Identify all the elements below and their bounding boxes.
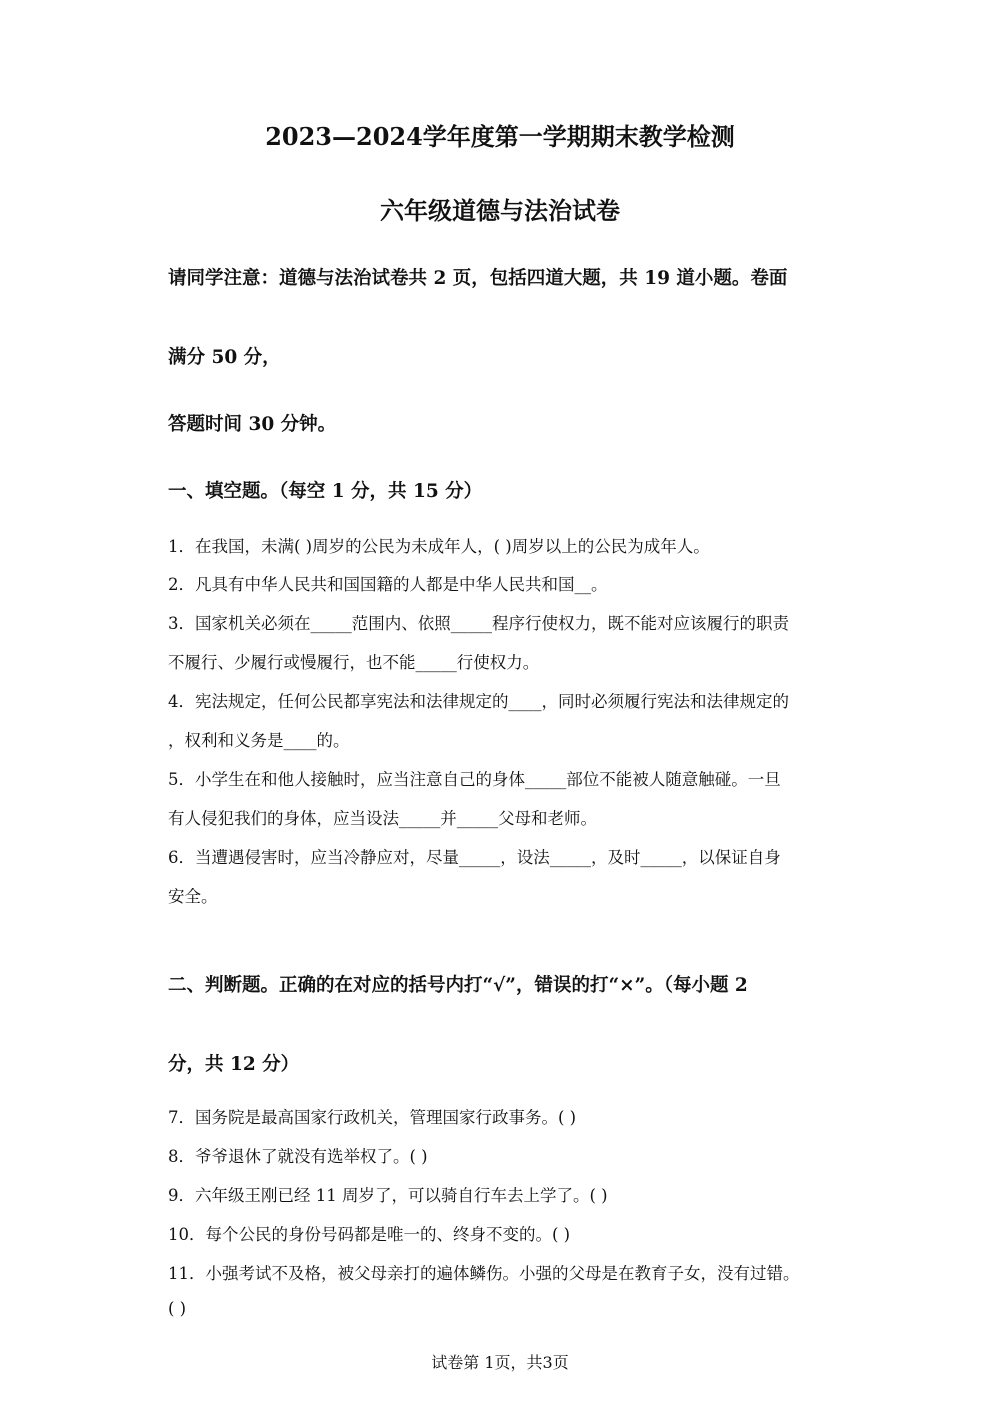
section-2-line: 8．爷爷退休了就没有选举权了。( ): [168, 1147, 428, 1166]
section-1-line: 安全。: [168, 887, 218, 906]
section-1-line: 5．小学生在和他人接触时，应当注意自己的身体_____部位不能被人随意触碰。一旦: [168, 770, 781, 789]
section-2-heading-continued: 分，共 12 分）: [168, 1054, 300, 1075]
section-1-line: 有人侵犯我们的身体，应当设法_____并_____父母和老师。: [168, 809, 597, 828]
section-1-line: ，权利和义务是____的。: [168, 731, 350, 750]
notice-line-3: 答题时间 30 分钟。: [168, 414, 337, 435]
section-1-line: 1．在我国，未满( )周岁的公民为未成年人，( )周岁以上的公民为成年人。: [168, 537, 710, 556]
section-1-heading: 一、填空题。（每空 1 分，共 15 分）: [168, 481, 483, 502]
section-2-line: 10．每个公民的身份号码都是唯一的、终身不变的。( ): [168, 1225, 571, 1244]
notice-line-1: 请同学注意：道德与法治试卷共 2 页，包括四道大题，共 19 道小题。卷面: [168, 268, 788, 289]
section-1-line: 6．当遭遇侵害时，应当冷静应对，尽量_____，设法_____，及时_____，以保证自身: [168, 848, 781, 867]
section-2-line: 7．国务院是最高国家行政机关，管理国家行政事务。( ): [168, 1108, 577, 1127]
section-1-line: 2．凡具有中华人民共和国国籍的人都是中华人民共和国__。: [168, 575, 608, 594]
section-2-heading: 二、判断题。正确的在对应的括号内打“√”，错误的打“×”。（每小题 2: [168, 975, 748, 996]
exam-title: 2023—2024学年度第一学期期末教学检测: [265, 122, 735, 151]
section-2-line: 9．六年级王刚已经 11 周岁了，可以骑自行车去上学了。( ): [168, 1186, 608, 1205]
page-footer: 试卷第 1页，共3页: [431, 1353, 569, 1372]
section-2-line: ( ): [168, 1299, 187, 1318]
notice-line-2: 满分 50 分，: [168, 347, 281, 368]
section-1-line: 不履行、少履行或慢履行，也不能_____行使权力。: [168, 653, 540, 672]
section-2-line: 11．小强考试不及格，被父母亲打的遍体鳞伤。小强的父母是在教育子女，没有过错。: [168, 1264, 800, 1283]
section-1-line: 4．宪法规定，任何公民都享宪法和法律规定的____，同时必须履行宪法和法律规定的: [168, 692, 789, 711]
exam-subtitle: 六年级道德与法治试卷: [380, 196, 620, 225]
section-1-line: 3．国家机关必须在_____范围内、依照_____程序行使权力，既不能对应该履行的职责: [168, 614, 789, 633]
